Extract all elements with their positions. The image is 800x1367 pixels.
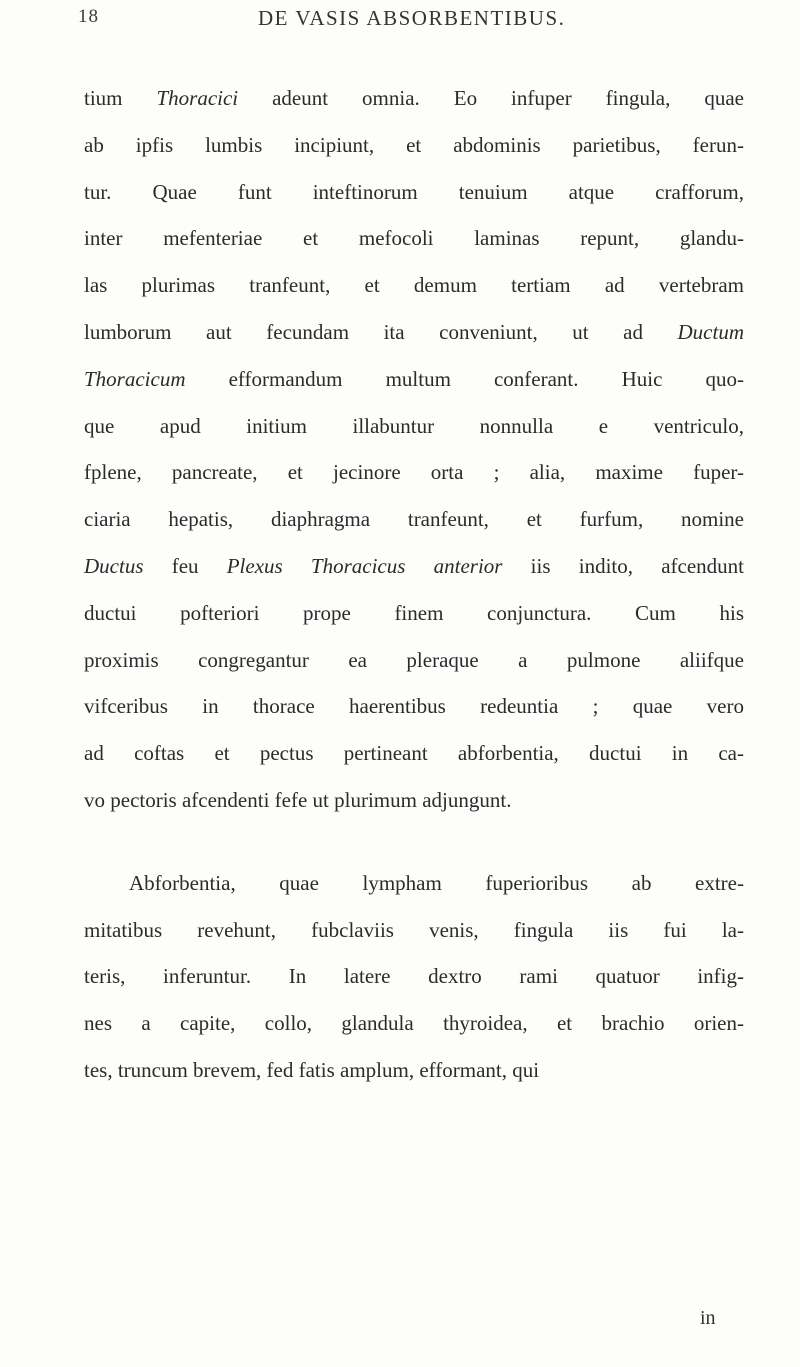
text-line bbox=[84, 1047, 744, 1094]
text-run: lumborum aut fecundam ita conveniunt, ut ad bbox=[84, 319, 678, 344]
text-line bbox=[84, 907, 744, 954]
text-line bbox=[84, 215, 744, 262]
text-run: adeunt omnia. Eo infuper fingula, quae bbox=[238, 86, 744, 110]
text-run: mitatibus revehunt, fubclaviis venis, fingula iis fui la- bbox=[84, 917, 744, 942]
text-run: fplene, pancreate, et jecinore orta ; alia, maxime fuper- bbox=[84, 460, 744, 485]
text-line bbox=[84, 75, 744, 122]
text-line bbox=[84, 496, 744, 543]
italic-term: Ductus bbox=[84, 553, 144, 578]
text-run: feu bbox=[143, 553, 227, 578]
text-line bbox=[84, 449, 744, 496]
text-line bbox=[84, 403, 744, 450]
running-head: DE VASIS ABSORBENTIBUS. bbox=[258, 6, 566, 30]
paragraph bbox=[84, 75, 744, 824]
text-line bbox=[84, 730, 744, 777]
text-run: que apud initium illabuntur nonnulla e ventriculo, bbox=[84, 413, 744, 438]
text-run: ciaria hepatis, diaphragma tranfeunt, et furfum, nomine bbox=[84, 507, 744, 532]
text-run: inter mefenteriae et mefocoli laminas repunt, glandu- bbox=[84, 226, 744, 251]
text-run: efformandum multum conferant. Huic quo- bbox=[185, 366, 744, 391]
text-run: nes a capite, collo, glandula thyroidea, et brachio orien- bbox=[84, 1011, 744, 1036]
text-run: teris, inferuntur. In latere dextro rami quatuor infig- bbox=[84, 964, 744, 989]
paragraph-gap bbox=[84, 824, 744, 860]
catchword: in bbox=[700, 1307, 716, 1329]
text-line bbox=[84, 122, 744, 169]
text-line bbox=[84, 637, 744, 684]
text-run: proximis congregantur ea pleraque a pulmone aliifque bbox=[84, 647, 744, 672]
text-run: tes, truncum brevem, fed fatis amplum, efformant, qui bbox=[84, 1057, 540, 1082]
text-line bbox=[84, 169, 744, 216]
italic-term: Thoracicum bbox=[84, 366, 186, 391]
text-run: ductui pofteriori prope finem conjunctura. Cum his bbox=[84, 600, 744, 625]
paragraph bbox=[84, 860, 744, 1094]
text-line bbox=[84, 590, 744, 637]
italic-term: Plexus Thoracicus anterior bbox=[226, 553, 503, 578]
text-line bbox=[84, 262, 744, 309]
text-line bbox=[84, 356, 744, 403]
italic-term: Thoracici bbox=[156, 86, 239, 110]
text-run: tur. Quae funt inteftinorum tenuium atque crafforum, bbox=[84, 179, 744, 204]
text-line bbox=[84, 309, 744, 356]
text-run: iis indito, afcendunt bbox=[502, 553, 744, 578]
text-run: ab ipfis lumbis incipiunt, et abdominis parietibus, ferun- bbox=[84, 132, 744, 157]
text-run: las plurimas tranfeunt, et demum tertiam ad vertebram bbox=[84, 273, 744, 298]
text-line bbox=[84, 953, 744, 1000]
page-number: 18 bbox=[78, 6, 99, 27]
page-header bbox=[0, 6, 800, 36]
italic-term: Ductum bbox=[677, 319, 744, 344]
text-run: tium bbox=[84, 86, 157, 110]
body-text bbox=[84, 75, 744, 1094]
text-run: vifceribus in thorace haerentibus redeuntia ; quae vero bbox=[84, 694, 744, 719]
text-line bbox=[84, 860, 744, 907]
text-run: ad coftas et pectus pertineant abforbentia, ductui in ca- bbox=[84, 741, 744, 766]
text-line bbox=[84, 777, 744, 824]
text-line bbox=[84, 1000, 744, 1047]
text-run: vo pectoris afcendenti fefe ut plurimum adjungunt. bbox=[84, 787, 512, 812]
text-run: Abforbentia, quae lympham fuperioribus ab extre- bbox=[129, 870, 744, 895]
text-line bbox=[84, 683, 744, 730]
text-line bbox=[84, 543, 744, 590]
